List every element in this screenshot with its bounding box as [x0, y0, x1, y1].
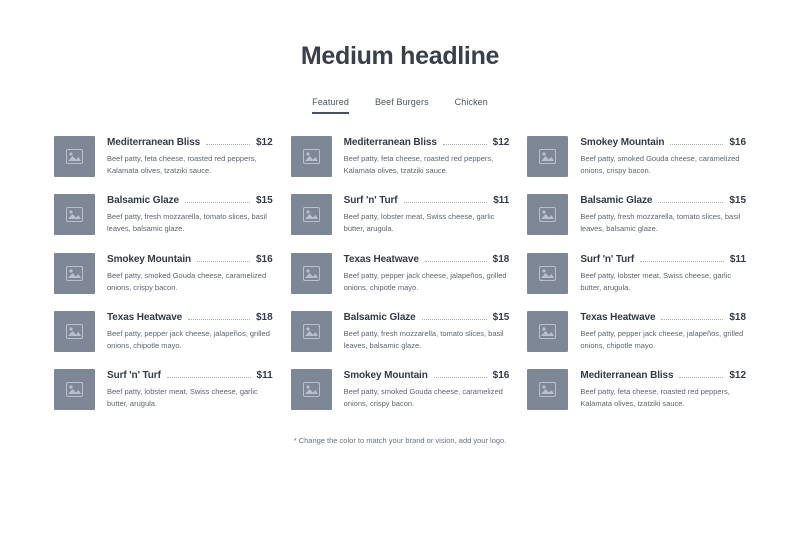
menu-item-price: $16 — [255, 253, 273, 265]
menu-item-name: Balsamic Glaze — [580, 195, 653, 207]
menu-item-name: Mediterranean Bliss — [107, 137, 201, 148]
menu-item-body — [344, 253, 510, 294]
menu-item[interactable] — [54, 369, 273, 410]
menu-item-price: $16 — [729, 137, 747, 148]
menu-item-description: Beef patty, feta cheese, roasted red peppers, Kalamata olives, tzatziki sauce. — [343, 154, 494, 176]
menu-item-description: Beef patty, lobster meat, Swiss cheese, garlic butter, arugula. — [343, 212, 495, 234]
menu-item[interactable] — [527, 253, 746, 294]
menu-item-head — [107, 195, 273, 206]
menu-item-body — [344, 136, 510, 177]
page-title: Medium headline — [300, 42, 500, 70]
tab-featured[interactable]: Featured — [312, 97, 349, 114]
menu-item-name: Surf 'n' Turf — [580, 253, 635, 265]
menu-item-body — [344, 369, 510, 410]
menu-item-head — [107, 312, 273, 323]
menu-item-name: Surf 'n' Turf — [343, 195, 398, 207]
leader-dots — [670, 144, 723, 145]
menu-item-price: $18 — [255, 311, 273, 323]
menu-item-name: Mediterranean Bliss — [343, 137, 437, 148]
menu-item-description: Beef patty, lobster meat, Swiss cheese, garlic butter, arugula. — [107, 387, 258, 409]
menu-item-price: $12 — [729, 370, 747, 382]
menu-item-name: Balsamic Glaze — [107, 195, 179, 207]
menu-item-body — [344, 311, 510, 352]
menu-item-description: Beef patty, pepper jack cheese, jalapeños, grilled onions, chipotle mayo. — [343, 270, 507, 292]
menu-item[interactable] — [527, 136, 746, 177]
menu-item-description: Beef patty, pepper jack cheese, jalapeños, grilled onions, chipotle mayo. — [107, 328, 270, 350]
menu-item-body — [580, 253, 746, 294]
menu-item[interactable] — [527, 369, 746, 410]
menu-item[interactable] — [291, 136, 510, 177]
menu-columns — [48, 136, 752, 410]
image-placeholder-icon — [54, 253, 95, 294]
image-placeholder-icon — [291, 311, 332, 352]
leader-dots — [434, 377, 487, 378]
menu-item-head — [107, 370, 273, 381]
leader-dots — [443, 144, 487, 145]
menu-column — [527, 136, 746, 410]
menu-item-name: Smokey Mountain — [107, 253, 192, 265]
menu-item-head — [344, 254, 510, 265]
menu-item-head — [580, 137, 746, 148]
leader-dots — [167, 377, 251, 378]
menu-item-head — [580, 312, 746, 323]
menu-item-price: $11 — [256, 370, 273, 382]
leader-dots — [658, 202, 723, 203]
menu-column — [54, 136, 291, 410]
menu-item-body — [107, 194, 273, 235]
image-placeholder-icon — [527, 136, 568, 177]
menu-item[interactable] — [54, 136, 273, 177]
menu-item-body — [344, 194, 510, 235]
image-placeholder-icon — [291, 136, 332, 177]
leader-dots — [188, 319, 250, 320]
image-placeholder-icon — [291, 253, 332, 294]
menu-item-description: Beef patty, fresh mozzarella, tomato slices, basil leaves, balsamic glaze. — [580, 212, 741, 234]
menu-item-name: Smokey Mountain — [580, 137, 665, 148]
leader-dots — [425, 261, 487, 262]
menu-item-price: $15 — [729, 195, 747, 207]
footnote: * Change the color to match your brand or vision, add your logo. — [293, 436, 507, 446]
menu-item[interactable] — [291, 194, 510, 235]
leader-dots — [197, 261, 250, 262]
menu-item-description: Beef patty, feta cheese, roasted red peppers, Kalamata olives, tzatziki sauce. — [107, 154, 257, 176]
menu-item[interactable] — [54, 194, 273, 235]
menu-item-name: Texas Heatwave — [107, 311, 183, 323]
menu-item-description: Beef patty, fresh mozzarella, tomato slices, basil leaves, balsamic glaze. — [107, 212, 267, 234]
menu-item-name: Texas Heatwave — [580, 311, 656, 323]
menu-item-price: $18 — [492, 253, 510, 265]
image-placeholder-icon — [291, 194, 332, 235]
menu-item-head — [344, 312, 510, 323]
leader-dots — [404, 202, 488, 203]
leader-dots — [422, 319, 487, 320]
menu-item[interactable] — [291, 253, 510, 294]
menu-item-body — [580, 311, 746, 352]
menu-item[interactable] — [291, 311, 510, 352]
menu-item-description: Beef patty, smoked Gouda cheese, caramelized onions, crispy bacon. — [580, 154, 740, 176]
menu-item-price: $15 — [492, 311, 510, 323]
menu-item-head — [580, 195, 746, 206]
menu-page — [0, 42, 800, 533]
image-placeholder-icon — [54, 369, 95, 410]
image-placeholder-icon — [54, 194, 95, 235]
menu-item[interactable] — [527, 311, 746, 352]
leader-dots — [206, 144, 250, 145]
menu-item-body — [580, 369, 746, 410]
menu-item-head — [580, 254, 746, 265]
menu-item-head — [107, 137, 273, 148]
menu-item-name: Mediterranean Bliss — [580, 370, 674, 382]
tab-beef-burgers[interactable]: Beef Burgers — [374, 97, 429, 107]
image-placeholder-icon — [54, 136, 95, 177]
menu-item-head — [580, 370, 746, 381]
menu-item-body — [107, 136, 273, 177]
menu-item-name: Balsamic Glaze — [343, 311, 416, 323]
image-placeholder-icon — [527, 369, 568, 410]
menu-item-price: $15 — [255, 195, 273, 207]
leader-dots — [679, 377, 723, 378]
menu-item-body — [580, 136, 746, 177]
category-tabs — [48, 97, 752, 114]
menu-item-name: Surf 'n' Turf — [107, 370, 161, 382]
menu-item-head — [344, 137, 510, 148]
menu-item[interactable] — [527, 194, 746, 235]
leader-dots — [640, 261, 724, 262]
menu-item-price: $12 — [255, 137, 273, 148]
menu-item-body — [580, 194, 746, 235]
menu-item[interactable] — [291, 369, 510, 410]
menu-item-description: Beef patty, feta cheese, roasted red peppers, Kalamata olives, tzatziki sauce. — [580, 387, 730, 409]
menu-item[interactable] — [54, 311, 273, 352]
menu-item-price: $11 — [729, 253, 747, 265]
menu-item-price: $16 — [492, 370, 510, 382]
menu-item-name: Smokey Mountain — [343, 370, 428, 382]
menu-column — [291, 136, 528, 410]
tab-chicken[interactable]: Chicken — [454, 97, 488, 107]
image-placeholder-icon — [527, 253, 568, 294]
image-placeholder-icon — [54, 311, 95, 352]
menu-item-name: Texas Heatwave — [343, 253, 419, 265]
menu-item-price: $18 — [729, 311, 747, 323]
menu-item-head — [344, 195, 510, 206]
menu-item-description: Beef patty, smoked Gouda cheese, caramelized onions, crispy bacon. — [343, 387, 503, 409]
menu-item-description: Beef patty, lobster meat, Swiss cheese, garlic butter, arugula. — [580, 270, 732, 292]
image-placeholder-icon — [291, 369, 332, 410]
menu-item-body — [107, 253, 273, 294]
leader-dots — [661, 319, 723, 320]
menu-item-price: $12 — [492, 137, 510, 148]
menu-item-price: $11 — [493, 195, 510, 207]
menu-item[interactable] — [54, 253, 273, 294]
leader-dots — [185, 202, 250, 203]
menu-item-head — [107, 254, 273, 265]
menu-item-description: Beef patty, smoked Gouda cheese, caramelized onions, crispy bacon. — [107, 270, 267, 292]
menu-item-body — [107, 311, 273, 352]
menu-item-description: Beef patty, fresh mozzarella, tomato slices, basil leaves, balsamic glaze. — [343, 328, 504, 350]
menu-item-head — [344, 370, 510, 381]
image-placeholder-icon — [527, 311, 568, 352]
menu-item-body — [107, 369, 273, 410]
menu-item-description: Beef patty, pepper jack cheese, jalapeños, grilled onions, chipotle mayo. — [580, 328, 744, 350]
image-placeholder-icon — [527, 194, 568, 235]
